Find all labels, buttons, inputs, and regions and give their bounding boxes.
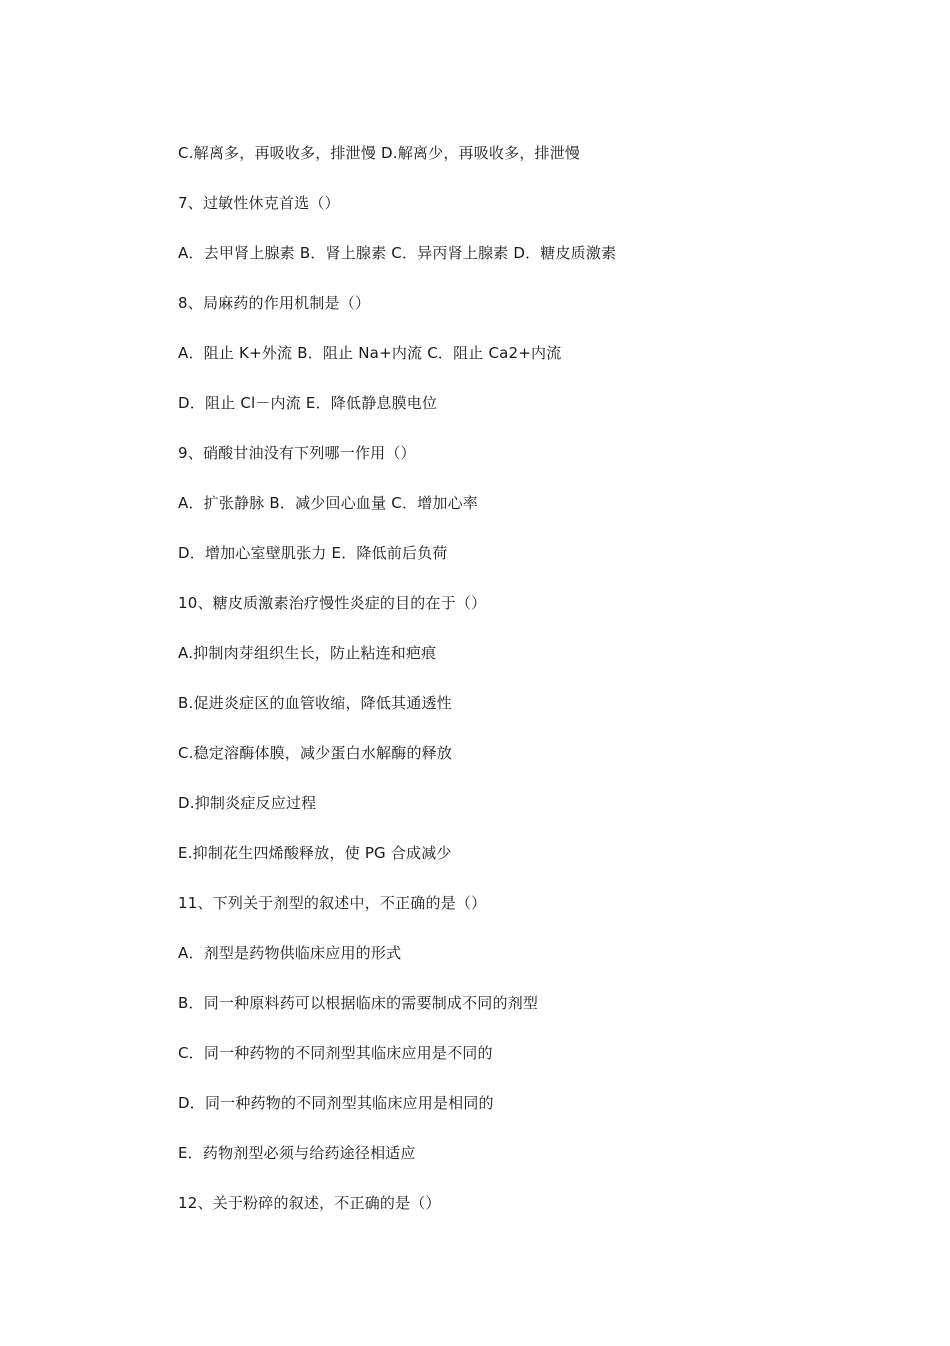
question-line: 11、下列关于剂型的叙述中，不正确的是（） xyxy=(178,894,487,912)
option-line: D．同一种药物的不同剂型其临床应用是相同的 xyxy=(178,1094,494,1112)
option-line: B.促进炎症区的血管收缩，降低其通透性 xyxy=(178,694,452,712)
document-body xyxy=(178,140,898,1240)
option-line: A．阻止 K+外流 B．阻止 Na+内流 C．阻止 Ca2+内流 xyxy=(178,344,562,362)
question-line: 9、硝酸甘油没有下列哪一作用（） xyxy=(178,444,416,462)
option-line: B．同一种原料药可以根据临床的需要制成不同的剂型 xyxy=(178,994,539,1012)
option-line: A．扩张静脉 B．减少回心血量 C．增加心率 xyxy=(178,494,478,512)
option-line: E．药物剂型必须与给药途径相适应 xyxy=(178,1144,416,1162)
option-line: A．去甲肾上腺素 B．肾上腺素 C．异丙肾上腺素 D．糖皮质激素 xyxy=(178,244,617,262)
question-line: 7、过敏性休克首选（） xyxy=(178,194,340,212)
option-line: C．同一种药物的不同剂型其临床应用是不同的 xyxy=(178,1044,493,1062)
question-line: 10、糖皮质激素治疗慢性炎症的目的在于（） xyxy=(178,594,487,612)
question-line: 8、局麻药的作用机制是（） xyxy=(178,294,371,312)
option-line: E.抑制花生四烯酸释放，使 PG 合成减少 xyxy=(178,844,452,862)
question-line: 12、关于粉碎的叙述，不正确的是（） xyxy=(178,1194,441,1212)
option-line: D．增加心室壁肌张力 E．降低前后负荷 xyxy=(178,544,448,562)
option-line: A．剂型是药物供临床应用的形式 xyxy=(178,944,402,962)
text-line: C.解离多，再吸收多，排泄慢 D.解离少，再吸收多，排泄慢 xyxy=(178,144,581,162)
option-line: A.抑制肉芽组织生长，防止粘连和疤痕 xyxy=(178,644,437,662)
option-line: C.稳定溶酶体膜，减少蛋白水解酶的释放 xyxy=(178,744,453,762)
option-line: D．阻止 Cl－内流 E．降低静息膜电位 xyxy=(178,394,438,412)
option-line: D.抑制炎症反应过程 xyxy=(178,794,317,812)
